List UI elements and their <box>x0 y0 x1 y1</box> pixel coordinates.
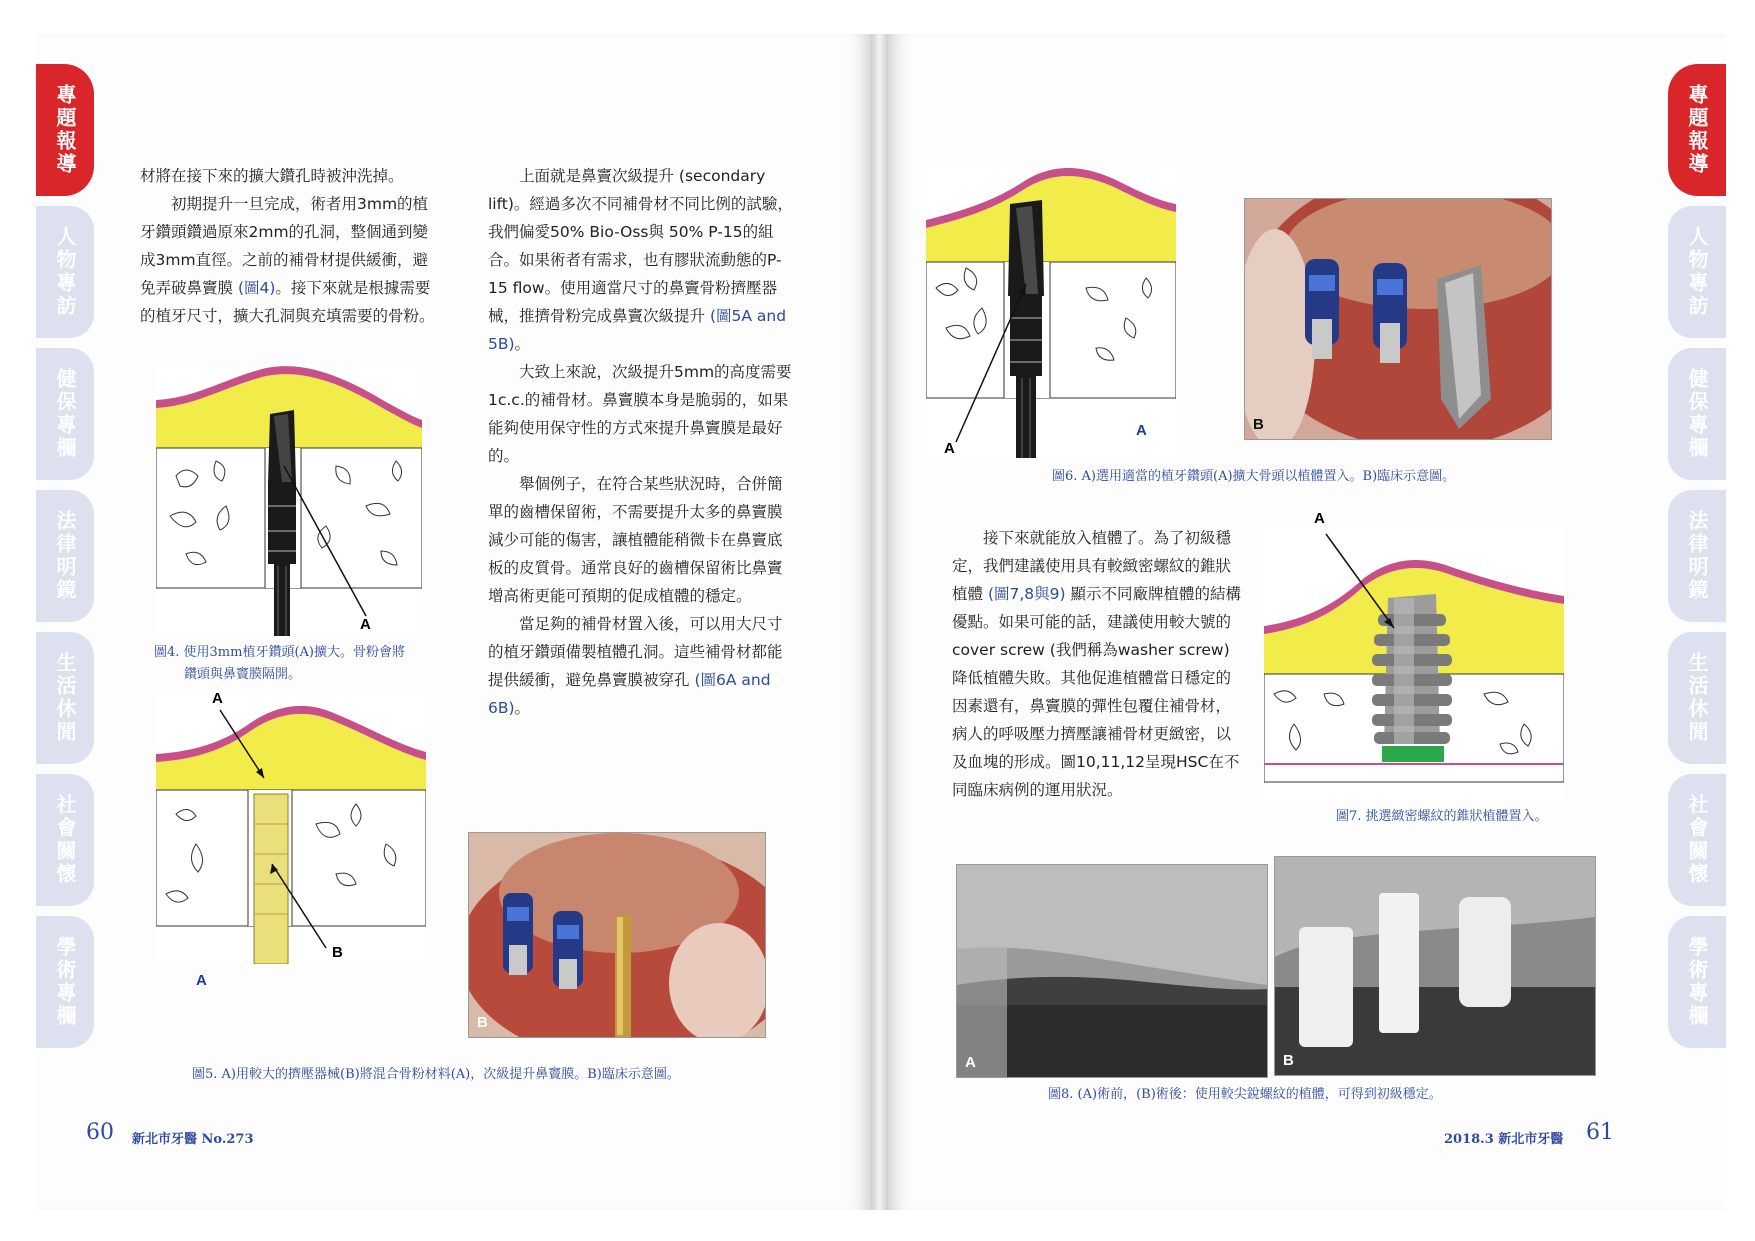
tab-special-report[interactable]: 專題報導 <box>1668 64 1726 196</box>
magazine-spread <box>36 34 1726 1210</box>
tab-leisure[interactable]: 生活休閒 <box>36 632 94 764</box>
figure-panel-label-a: A <box>1136 422 1147 439</box>
paragraph-text: 初期提升一旦完成，術者用3mm的植牙鑽頭鑽過原來2mm的孔洞，整個通到變成3mm直徑。之前的補骨材提供緩衝，避免弄破鼻竇膜 <box>140 195 429 297</box>
figure-6-caption: 圖6. A)選用適當的植牙鑽頭(A)擴大骨頭以植體置入。B)臨床示意圖。 <box>1052 469 1456 484</box>
tab-academic[interactable]: 學術專欄 <box>1668 916 1726 1048</box>
figure-label-a: A <box>944 440 955 457</box>
paragraph-text: 上面就是鼻竇次級提升 (secondary lift)。經過多次不同補骨材不同比例的試驗，我們偏愛50% Bio-Oss與 50% P-15的組合。如果術者有需求，也有膠狀流動態的P-15 flow。使用適當尺寸的鼻竇骨粉擠壓器械，推擠骨粉完成鼻竇次級提升 <box>488 167 793 325</box>
paragraph <box>140 190 440 330</box>
tab-health-insurance[interactable]: 健保專欄 <box>1668 348 1726 480</box>
paragraph-text: 接下來就能放入植體了。為了初級穩定，我們建議使用具有較緻密螺紋的錐狀植體 <box>952 529 1232 603</box>
tab-interview[interactable]: 人物專訪 <box>36 206 94 338</box>
figure-8a-xray-preop <box>956 864 1268 1078</box>
paragraph-text: 當足夠的補骨材置入後，可以用大尺寸的植牙鑽頭備製植體孔洞。這些補骨材都能提供緩衝，避免鼻竇膜被穿孔 <box>488 615 783 689</box>
tab-academic[interactable]: 學術專欄 <box>36 916 94 1048</box>
figure-panel-label-b: B <box>1283 1052 1294 1069</box>
figure-5a-condenser-diagram <box>156 690 426 989</box>
figure-8-caption: 圖8. (A)術前，(B)術後：使用較尖銳螺紋的植體，可得到初級穩定。 <box>1048 1087 1442 1102</box>
paragraph: 大致上來說，次級提升5mm的高度需要1c.c.的補骨材。鼻竇膜本身是脆弱的，如果能夠使用保守性的方式來提升鼻竇膜是最好的。 <box>488 363 792 465</box>
issue-info: 2018.3 新北市牙醫 <box>1444 1132 1564 1147</box>
tab-special-report[interactable]: 專題報導 <box>36 64 94 196</box>
paragraph <box>488 610 794 722</box>
figure-6a-drill-diagram <box>926 168 1176 458</box>
figure-label-a: A <box>1314 510 1325 527</box>
figure-reference[interactable]: (圖7,8與9) <box>987 585 1066 603</box>
paragraph-text: 。 <box>514 699 531 717</box>
paragraph <box>952 524 1244 804</box>
figure-label-a: A <box>212 690 223 707</box>
figure-4-caption <box>154 642 454 686</box>
magazine-name: 新北市牙醫 No.273 <box>132 1132 254 1147</box>
figure-label-a: A <box>360 616 371 633</box>
tab-leisure[interactable]: 生活休閒 <box>1668 632 1726 764</box>
right-column-text <box>952 524 1244 804</box>
tab-law[interactable]: 法律明鏡 <box>1668 490 1726 622</box>
page-number: 60 <box>86 1120 114 1145</box>
paragraph-text: 顯示不同廠牌植體的結構優點。如果可能的話，建議使用較大號的cover screw (我們稱為washer screw) 降低植體失敗。其他促進植體當日穩定的因素還有，鼻竇膜的彈性包覆住補骨材，病人的呼吸壓力擠壓讓補骨材更緻密，以及血塊的形成。圖10,11,12呈現HSC在不同臨床病例的運用狀況。 <box>952 585 1242 799</box>
left-page <box>36 34 872 1210</box>
figure-panel-label-a: A <box>965 1054 976 1071</box>
tab-social-care[interactable]: 社會關懷 <box>1668 774 1726 906</box>
book-gutter <box>871 34 888 1210</box>
figure-panel-label-a: A <box>196 972 207 989</box>
figure-reference[interactable]: (圖6A and 6B) <box>488 671 771 717</box>
paragraph-text: 。 <box>514 335 531 353</box>
figure-7-implant-diagram <box>1264 510 1564 800</box>
left-section-tabs <box>36 34 94 1210</box>
figure-6b-clinical-photo <box>1244 198 1552 440</box>
figure-reference[interactable]: (圖5A and 5B) <box>488 307 787 353</box>
caption-line: 鑽頭與鼻竇膜隔開。 <box>184 667 302 682</box>
figure-8b-xray-postop <box>1274 856 1596 1076</box>
left-column-2-text <box>488 162 794 722</box>
right-section-tabs <box>1668 34 1726 1210</box>
caption-line: 圖4. 使用3mm植牙鑽頭(A)擴大。骨粉會將 <box>154 645 405 660</box>
page-number: 61 <box>1586 1120 1614 1145</box>
paragraph: 舉個例子，在符合某些狀況時，合併簡單的齒槽保留術，不需要提升太多的鼻竇膜減少可能的傷害，讓植體能稍微卡在鼻竇底板的皮質骨。通常良好的齒槽保留術比鼻竇增高術更能可預期的促成植體的穩定。 <box>488 475 783 605</box>
tab-health-insurance[interactable]: 健保專欄 <box>36 348 94 480</box>
tab-social-care[interactable]: 社會關懷 <box>36 774 94 906</box>
figure-5-caption: 圖5. A)用較大的擠壓器械(B)將混合骨粉材料(A)，次級提升鼻竇膜。B)臨床示意圖。 <box>192 1067 680 1082</box>
paragraph: 材將在接下來的擴大鑽孔時被沖洗掉。 <box>140 167 404 185</box>
figure-7-caption: 圖7. 挑選緻密螺紋的錐狀植體置入。 <box>1336 809 1548 824</box>
tab-law[interactable]: 法律明鏡 <box>36 490 94 622</box>
figure-label-b: B <box>332 944 343 961</box>
figure-5b-clinical-photo <box>468 832 766 1038</box>
paragraph-text: 。接下來就是根據需要的植牙尺寸，擴大孔洞與充填需要的骨粉。 <box>140 279 435 325</box>
paragraph <box>488 162 794 358</box>
figure-panel-label-b: B <box>477 1014 488 1031</box>
figure-reference[interactable]: (圖4) <box>237 279 276 297</box>
figure-4-drill-diagram <box>156 366 422 636</box>
figure-panel-label-b: B <box>1253 416 1264 433</box>
left-column-1-text <box>140 162 440 330</box>
tab-interview[interactable]: 人物專訪 <box>1668 206 1726 338</box>
right-page <box>888 34 1726 1210</box>
